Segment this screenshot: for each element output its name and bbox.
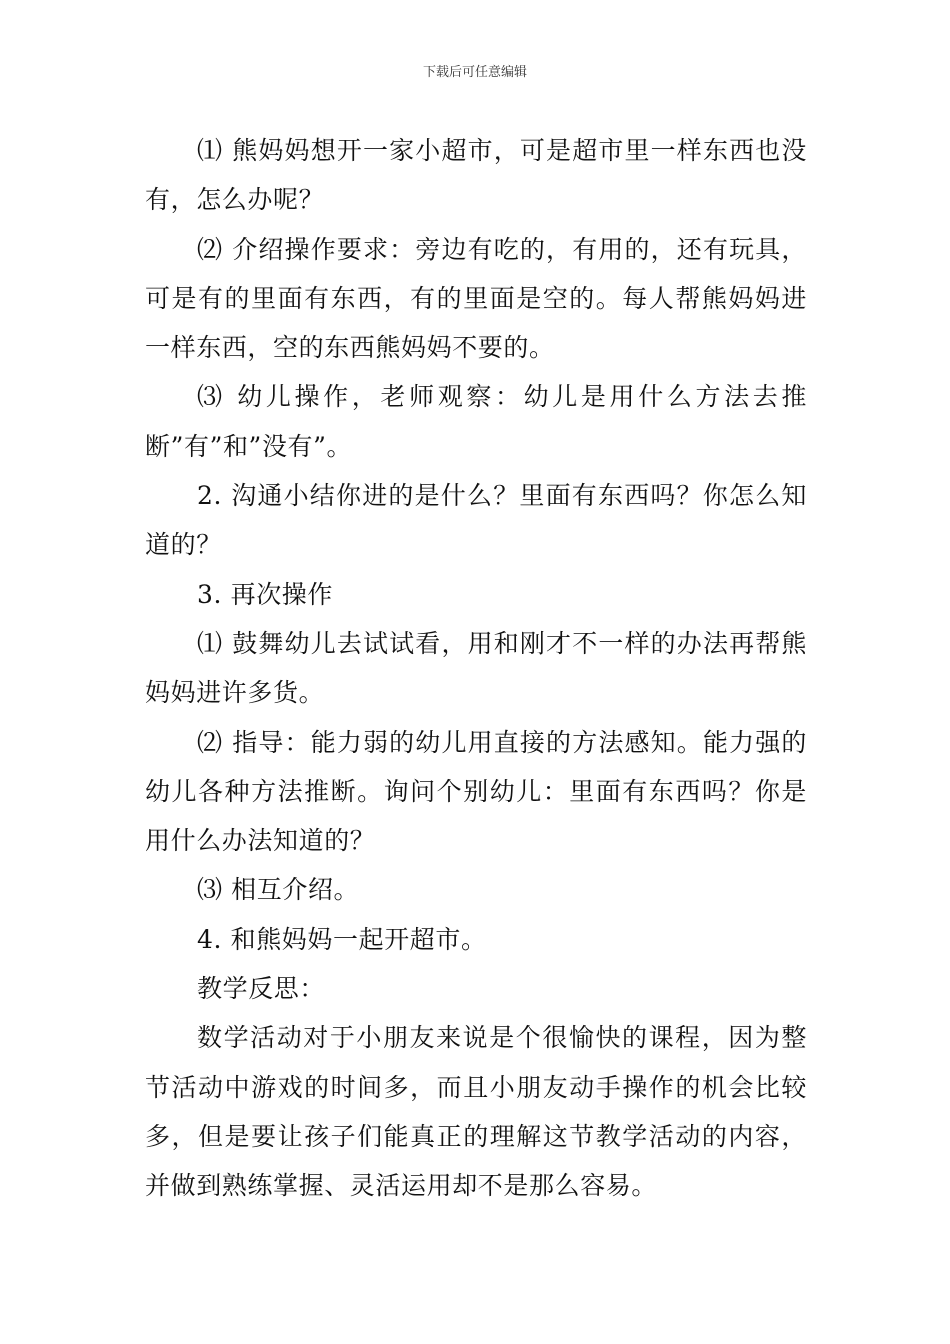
paragraph-step-3: 3. 再次操作 — [197, 579, 333, 609]
paragraph-step-4: 4. 和熊妈妈一起开超市。 — [197, 924, 487, 954]
paragraph-step-3-1: ⑴ 鼓舞幼儿去试试看，用和刚才不一样的办法再帮熊妈妈进许多货。 — [145, 628, 807, 708]
paragraph-step-1-2: ⑵ 介绍操作要求：旁边有吃的，有用的，还有玩具，可是有的里面有东西，有的里面是空的。每人帮熊妈妈进一样东西，空的东西熊妈妈不要的。 — [145, 234, 807, 363]
document-body — [145, 126, 807, 1211]
paragraph-step-1-3: ⑶ 幼儿操作，老师观察：幼儿是用什么方法去推断”有”和”没有”。 — [145, 382, 807, 461]
paragraph-reflection: 数学活动对于小朋友来说是个很愉快的课程，因为整节活动中游戏的时间多，而且小朋友动手操作的机会比较多，但是要让孩子们能真正的理解这节教学活动的内容，并做到熟练掌握、灵活运用却不是那么容易。 — [145, 1023, 807, 1201]
paragraph-step-3-2: ⑵ 指导：能力弱的幼儿用直接的方法感知。能力强的幼儿各种方法推断。询问个别幼儿：里面有东西吗？你是用什么办法知道的？ — [145, 727, 807, 856]
paragraph-step-3-3: ⑶ 相互介绍。 — [197, 875, 360, 905]
paragraph-step-1-1: ⑴ 熊妈妈想开一家小超市，可是超市里一样东西也没有，怎么办呢？ — [145, 136, 807, 215]
section-heading-reflection: 教学反思： — [197, 974, 326, 1004]
page-header-note: 下载后可任意编辑 — [422, 65, 527, 80]
paragraph-step-2: 2. 沟通小结你进的是什么？里面有东西吗？你怎么知道的？ — [145, 481, 807, 560]
